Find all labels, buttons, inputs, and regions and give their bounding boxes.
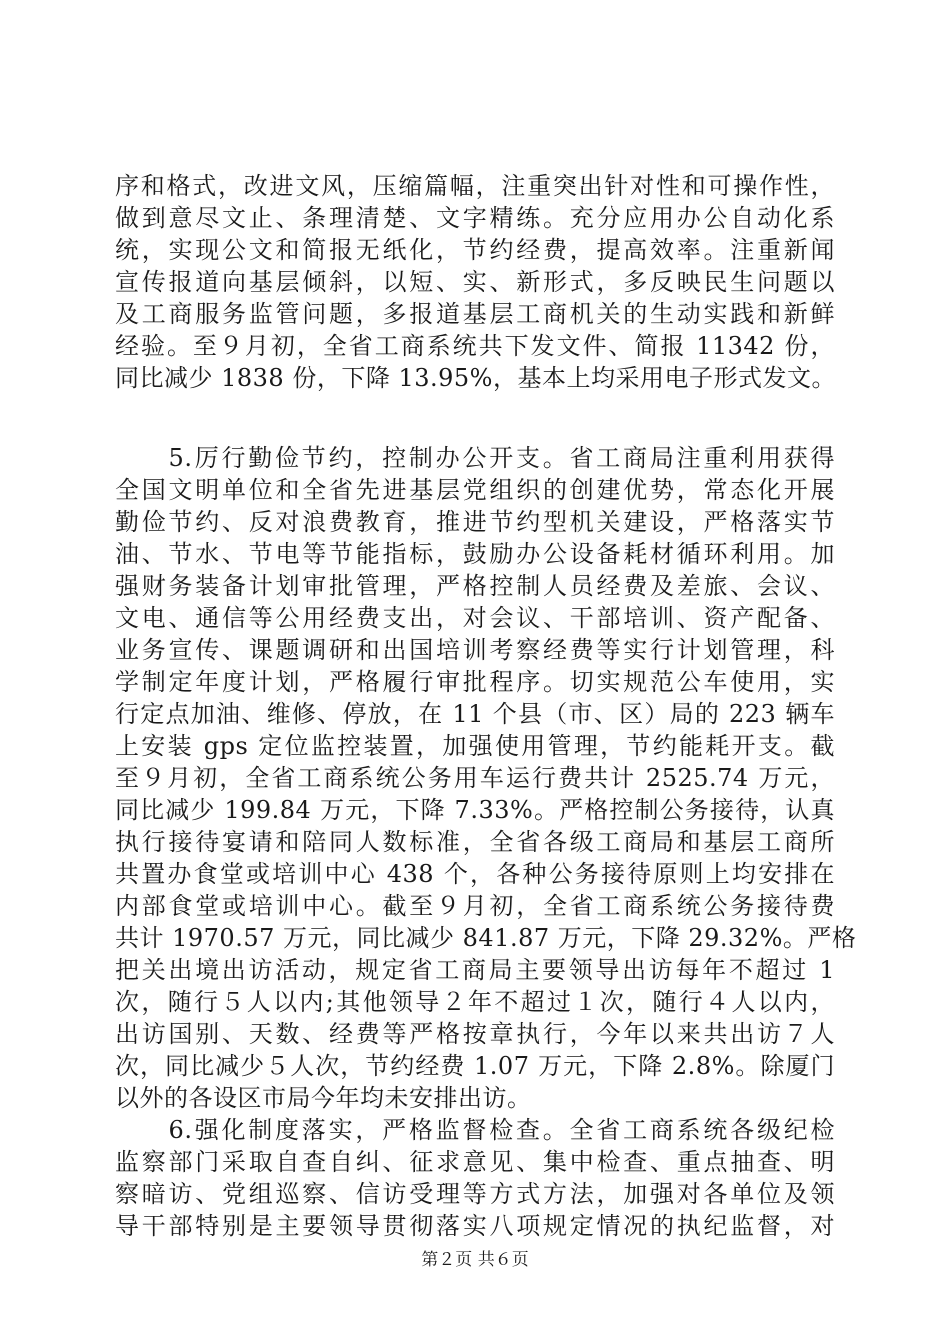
- text-line: 次，随行５人以内;其他领导２年不超过１次，随行４人以内，: [115, 988, 835, 1016]
- text-line: 油、节水、节电等节能指标，鼓励办公设备耗材循环利用。加: [115, 540, 835, 568]
- text-line: 出访国别、天数、经费等严格按章执行，今年以来共出访７人: [115, 1020, 835, 1048]
- paragraph-gap: [115, 394, 835, 442]
- text-line: 察暗访、党组巡察、信访受理等方式方法，加强对各单位及领: [115, 1180, 835, 1208]
- text-line: 勤俭节约、反对浪费教育，推进节约型机关建设，严格落实节: [115, 508, 835, 536]
- text-line: 做到意尽文止、条理清楚、文字精练。充分应用办公自动化系: [115, 204, 835, 232]
- text-line: 监察部门采取自查自纠、征求意见、集中检查、重点抽查、明: [115, 1148, 835, 1176]
- text-line: 把关出境出访活动，规定省工商局主要领导出访每年不超过 1: [115, 956, 835, 984]
- text-line: 文电、通信等公用经费支出，对会议、干部培训、资产配备、: [115, 604, 835, 632]
- text-line: 强财务装备计划审批管理，严格控制人员经费及差旅、会议、: [115, 572, 835, 600]
- text-line: 执行接待宴请和陪同人数标准，全省各级工商局和基层工商所: [115, 828, 835, 856]
- text-line: 序和格式，改进文风，压缩篇幅，注重突出针对性和可操作性，: [115, 172, 835, 200]
- text-line: 导干部特别是主要领导贯彻落实八项规定情况的执纪监督，对: [115, 1212, 835, 1240]
- text-line: 宣传报道向基层倾斜，以短、实、新形式，多反映民生问题以: [115, 268, 835, 296]
- text-line: 共计 1970.57 万元，同比减少 841.87 万元，下降 29.32%。严格: [115, 924, 857, 952]
- text-line: 行定点加油、维修、停放，在 11 个县（市、区）局的 223 辆车: [115, 700, 835, 728]
- document-body: [115, 170, 857, 1242]
- text-line: 6.强化制度落实，严格监督检查。全省工商系统各级纪检: [115, 1116, 835, 1144]
- text-line: 经验。至９月初，全省工商系统共下发文件、简报 11342 份，: [115, 332, 835, 360]
- text-line: 同比减少 199.84 万元，下降 7.33%。严格控制公务接待，认真: [115, 796, 835, 824]
- text-line: 至９月初，全省工商系统公务用车运行费共计 2525.74 万元，: [115, 764, 835, 792]
- text-line: 全国文明单位和全省先进基层党组织的创建优势，常态化开展: [115, 476, 835, 504]
- page-footer: 第２页 共６页: [421, 1250, 529, 1270]
- text-line: 次，同比减少５人次，节约经费 1.07 万元，下降 2.8%。除厦门: [115, 1052, 835, 1080]
- text-line: 以外的各设区市局今年均未安排出访。: [115, 1084, 532, 1112]
- paragraph-block-2: [115, 442, 857, 1242]
- text-line: 业务宣传、课题调研和出国培训考察经费等实行计划管理，科: [115, 636, 835, 664]
- text-line: 同比减少 1838 份，下降 13.95%，基本上均采用电子形式发文。: [115, 364, 836, 392]
- text-line: 统，实现公文和简报无纸化，节约经费，提高效率。注重新闻: [115, 236, 835, 264]
- paragraph-block-1: [115, 170, 835, 394]
- text-line: 学制定年度计划，严格履行审批程序。切实规范公车使用，实: [115, 668, 835, 696]
- text-line: 内部食堂或培训中心。截至９月初，全省工商系统公务接待费: [115, 892, 835, 920]
- text-line: 及工商服务监管问题，多报道基层工商机关的生动实践和新鲜: [115, 300, 835, 328]
- text-line: 5.厉行勤俭节约，控制办公开支。省工商局注重利用获得: [115, 444, 835, 472]
- text-line: 共置办食堂或培训中心 438 个，各种公务接待原则上均安排在: [115, 860, 835, 888]
- text-line: 上安装 gps 定位监控装置，加强使用管理，节约能耗开支。截: [115, 732, 835, 760]
